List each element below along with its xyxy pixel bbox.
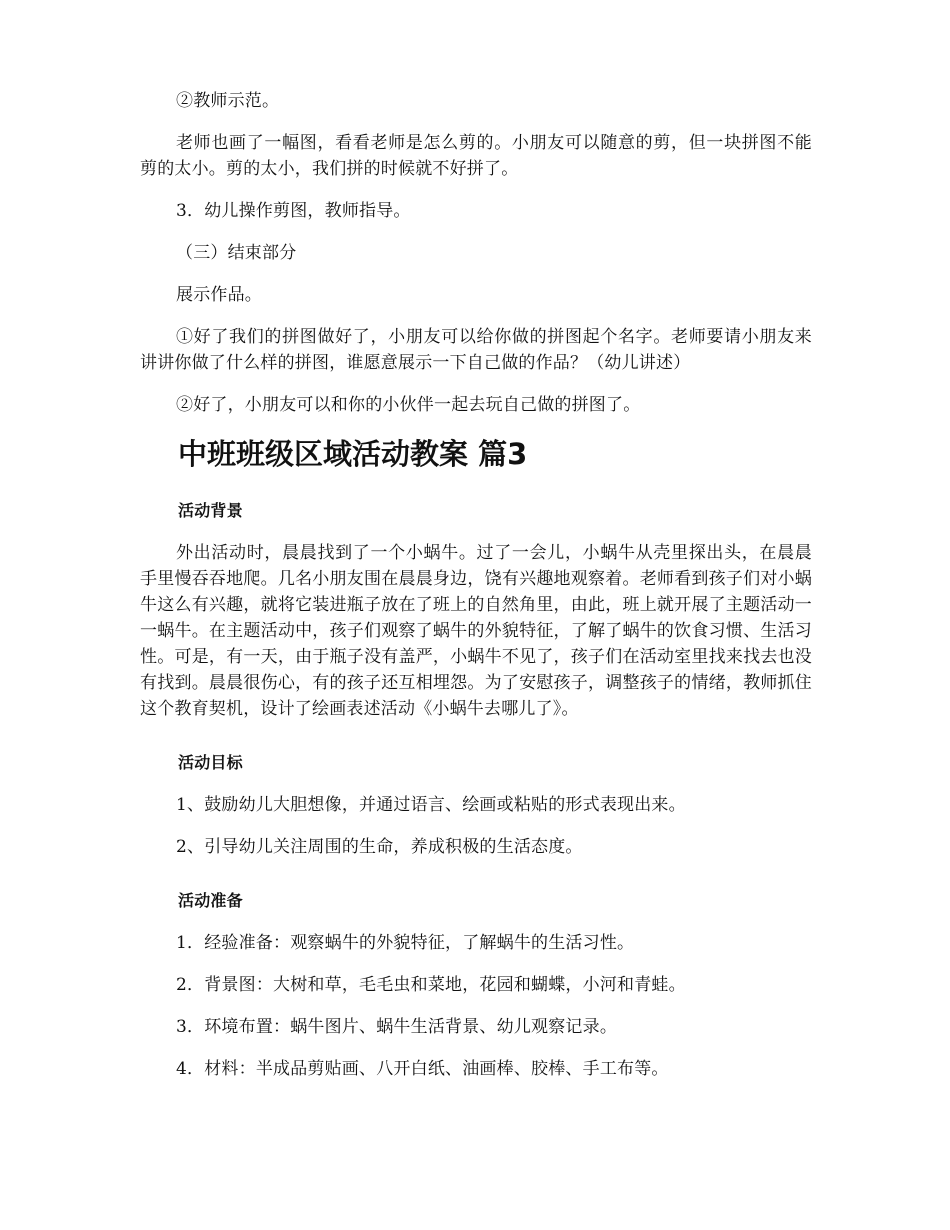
ending-part-label: （三）结束部分 (176, 243, 297, 263)
preparation-item: 3．环境布置：蜗牛图片、蜗牛生活背景、幼儿观察记录。 (176, 1017, 618, 1037)
background-text: 外出活动时，晨晨找到了一个小蜗牛。过了一会儿，小蜗牛从壳里探出头，在晨晨手里慢吞吞地爬。几名小朋友围在晨晨身边，饶有兴趣地观察着。老师看到孩子们对小蜗牛这么有兴趣，就将它装进瓶子放在了班上的自然角里，由此，班上就开展了主题活动一一蜗牛。在主题活动中，孩子们观察了蜗牛的外貌特征，了解了蜗牛的饮食习惯、生活习性。可是，有一天，由于瓶子没有盖严，小蜗牛不见了，孩子们在活动室里找来找去也没有找到。晨晨很伤心，有的孩子还互相埋怨。为了安慰孩子，调整孩子的情绪，教师抓住这个教育契机，设计了绘画表述活动《小蜗牛去哪儿了》。 (140, 543, 812, 719)
goal-item: 1、鼓励幼儿大胆想像，并通过语言、绘画或粘贴的形式表现出来。 (176, 795, 686, 815)
naming-puzzle-text: ①好了我们的拼图做好了，小朋友可以给你做的拼图起个名字。老师要请小朋友来讲讲你做了什么样的拼图，谁愿意展示一下自己做的作品？（幼儿讲述） (140, 327, 812, 373)
goal-item: 2、引导幼儿关注周围的生命，养成积极的生活态度。 (176, 837, 583, 857)
preparation-item: 4．材料：半成品剪贴画、八开白纸、油画棒、胶棒、手工布等。 (176, 1059, 669, 1079)
step-child-operation: 3．幼儿操作剪图，教师指导。 (176, 201, 411, 221)
article-title: 中班班级区域活动教案 篇3 (178, 437, 528, 471)
teacher-demo-text: 老师也画了一幅图，看看老师是怎么剪的。小朋友可以随意的剪，但一块拼图不能剪的太小。剪的太小，我们拼的时候就不好拼了。 (140, 133, 812, 179)
preparation-item: 1．经验准备：观察蜗牛的外貌特征，了解蜗牛的生活习性。 (176, 933, 635, 953)
step-teacher-demo: ②教师示范。 (176, 91, 280, 111)
play-puzzle-text: ②好了，小朋友可以和你的小伙伴一起去玩自己做的拼图了。 (176, 395, 641, 415)
preparation-item: 2．背景图：大树和草，毛毛虫和菜地，花园和蝴蝶，小河和青蛙。 (176, 975, 686, 995)
show-works-text: 展示作品。 (176, 285, 262, 305)
goals-heading: 活动目标 (178, 753, 243, 772)
background-heading: 活动背景 (178, 501, 243, 520)
preparation-heading: 活动准备 (178, 891, 243, 910)
document-body (140, 88, 812, 1098)
